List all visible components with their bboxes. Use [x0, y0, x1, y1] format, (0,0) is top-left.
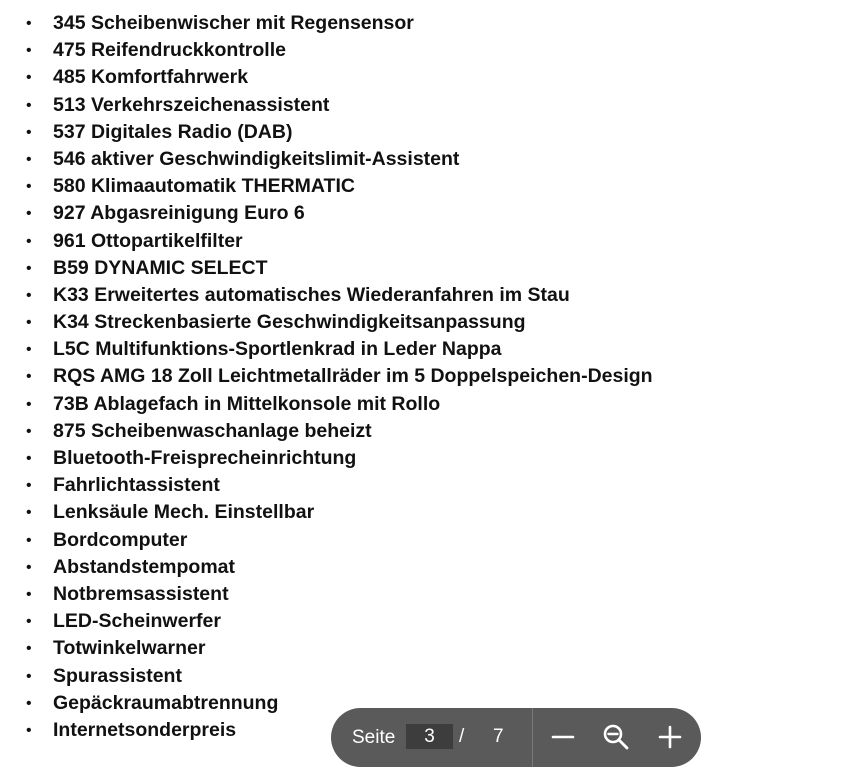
list-item-text: L5C Multifunktions-Sportlenkrad in Leder Nappa: [53, 338, 502, 361]
list-item: [24, 64, 653, 91]
bullet-icon: •: [26, 341, 32, 359]
bullet-icon: •: [26, 123, 32, 141]
list-item: [24, 119, 653, 146]
bullet-icon: •: [26, 422, 32, 440]
list-item: [24, 418, 653, 445]
list-item: [24, 309, 653, 336]
pdf-toolbar: [331, 708, 701, 767]
list-item: [24, 282, 653, 309]
list-item-text: Bordcomputer: [53, 528, 188, 551]
list-item: [24, 173, 653, 200]
list-item: [24, 37, 653, 64]
bullet-icon: •: [26, 721, 32, 739]
list-item: [24, 581, 653, 608]
bullet-icon: •: [26, 504, 32, 522]
list-item: [24, 391, 653, 418]
bullet-icon: •: [26, 640, 32, 658]
page-label: Seite: [352, 727, 396, 748]
zoom-minus-button[interactable]: [546, 720, 580, 754]
list-item-text: 537 Digitales Radio (DAB): [53, 120, 293, 143]
bullet-icon: •: [26, 395, 32, 413]
list-item: [24, 10, 653, 37]
list-item-text: RQS AMG 18 Zoll Leichtmetallräder im 5 Doppelspeichen-Design: [53, 365, 653, 388]
toolbar-divider: [532, 708, 533, 767]
bullet-icon: •: [26, 96, 32, 114]
list-item-text: K34 Streckenbasierte Geschwindigkeitsanpassung: [53, 311, 526, 334]
plus-icon: [658, 725, 682, 749]
list-item: [24, 663, 653, 690]
zoom-out-icon: [602, 723, 630, 751]
list-item-text: 475 Reifendruckkontrolle: [53, 39, 286, 62]
list-item-text: Spurassistent: [53, 664, 182, 687]
bullet-icon: •: [26, 69, 32, 87]
bullet-icon: •: [26, 205, 32, 223]
bullet-icon: •: [26, 368, 32, 386]
list-item-text: Bluetooth-Freisprecheinrichtung: [53, 447, 357, 469]
total-pages: 7: [493, 726, 504, 747]
page-separator: /: [459, 726, 465, 747]
bullet-icon: •: [26, 314, 32, 332]
list-item-text: Fahrlichtassistent: [53, 474, 220, 497]
list-item-text: 875 Scheibenwaschanlage beheizt: [53, 419, 372, 442]
list-item: [24, 499, 653, 526]
bullet-icon: •: [26, 694, 32, 712]
list-item: [24, 635, 653, 662]
bullet-icon: •: [26, 558, 32, 576]
minus-icon: [551, 725, 575, 749]
list-item-text: Abstandstempomat: [53, 555, 236, 578]
list-item: [24, 472, 653, 499]
feature-list: [24, 10, 653, 744]
bullet-icon: •: [26, 15, 32, 32]
bullet-icon: •: [26, 613, 32, 631]
list-item: [24, 200, 653, 227]
list-item-text: B59 DYNAMIC SELECT: [53, 256, 268, 279]
list-item: [24, 527, 653, 554]
list-item-text: 345 Scheibenwischer mit Regensensor: [53, 12, 414, 34]
bullet-icon: •: [26, 150, 32, 168]
zoom-plus-button[interactable]: [653, 720, 687, 754]
list-item-text: 961 Ottopartikelfilter: [53, 229, 243, 252]
list-item-text: 485 Komfortfahrwerk: [53, 66, 249, 89]
zoom-out-button[interactable]: [599, 720, 633, 754]
list-item-text: 580 Klimaautomatik THERMATIC: [53, 175, 355, 198]
list-item-text: 927 Abgasreinigung Euro 6: [53, 202, 305, 225]
bullet-icon: •: [26, 531, 32, 549]
bullet-icon: •: [26, 477, 32, 495]
bullet-icon: •: [26, 259, 32, 277]
bullet-icon: •: [26, 178, 32, 196]
bullet-icon: •: [26, 450, 32, 467]
list-item-text: Totwinkelwarner: [53, 637, 206, 660]
list-item: [24, 336, 653, 363]
list-item-text: 513 Verkehrszeichenassistent: [53, 93, 330, 116]
list-item-text: Notbremsassistent: [53, 582, 229, 605]
bullet-icon: •: [26, 286, 32, 304]
list-item-text: Lenksäule Mech. Einstellbar: [53, 501, 315, 524]
list-item-text: LED-Scheinwerfer: [53, 610, 221, 633]
list-item: [24, 146, 653, 173]
list-item-text: Internetsonderpreis: [53, 718, 237, 741]
list-item-text: 73B Ablagefach in Mittelkonsole mit Rollo: [53, 392, 441, 415]
list-item: [24, 255, 653, 282]
list-item: [24, 608, 653, 635]
bullet-icon: •: [26, 585, 32, 603]
bullet-icon: •: [26, 42, 32, 60]
list-item: [24, 228, 653, 255]
bullet-icon: •: [26, 232, 32, 250]
list-item: [24, 445, 653, 472]
bullet-icon: •: [26, 667, 32, 685]
list-item-text: K33 Erweitertes automatisches Wiederanfahren im Stau: [53, 283, 570, 306]
page-number-input[interactable]: [406, 724, 453, 749]
list-item: [24, 554, 653, 581]
list-item: [24, 92, 653, 119]
list-item-text: 546 aktiver Geschwindigkeitslimit-Assistent: [53, 147, 460, 170]
list-item: [24, 363, 653, 390]
list-item-text: Gepäckraumabtrennung: [53, 691, 279, 714]
